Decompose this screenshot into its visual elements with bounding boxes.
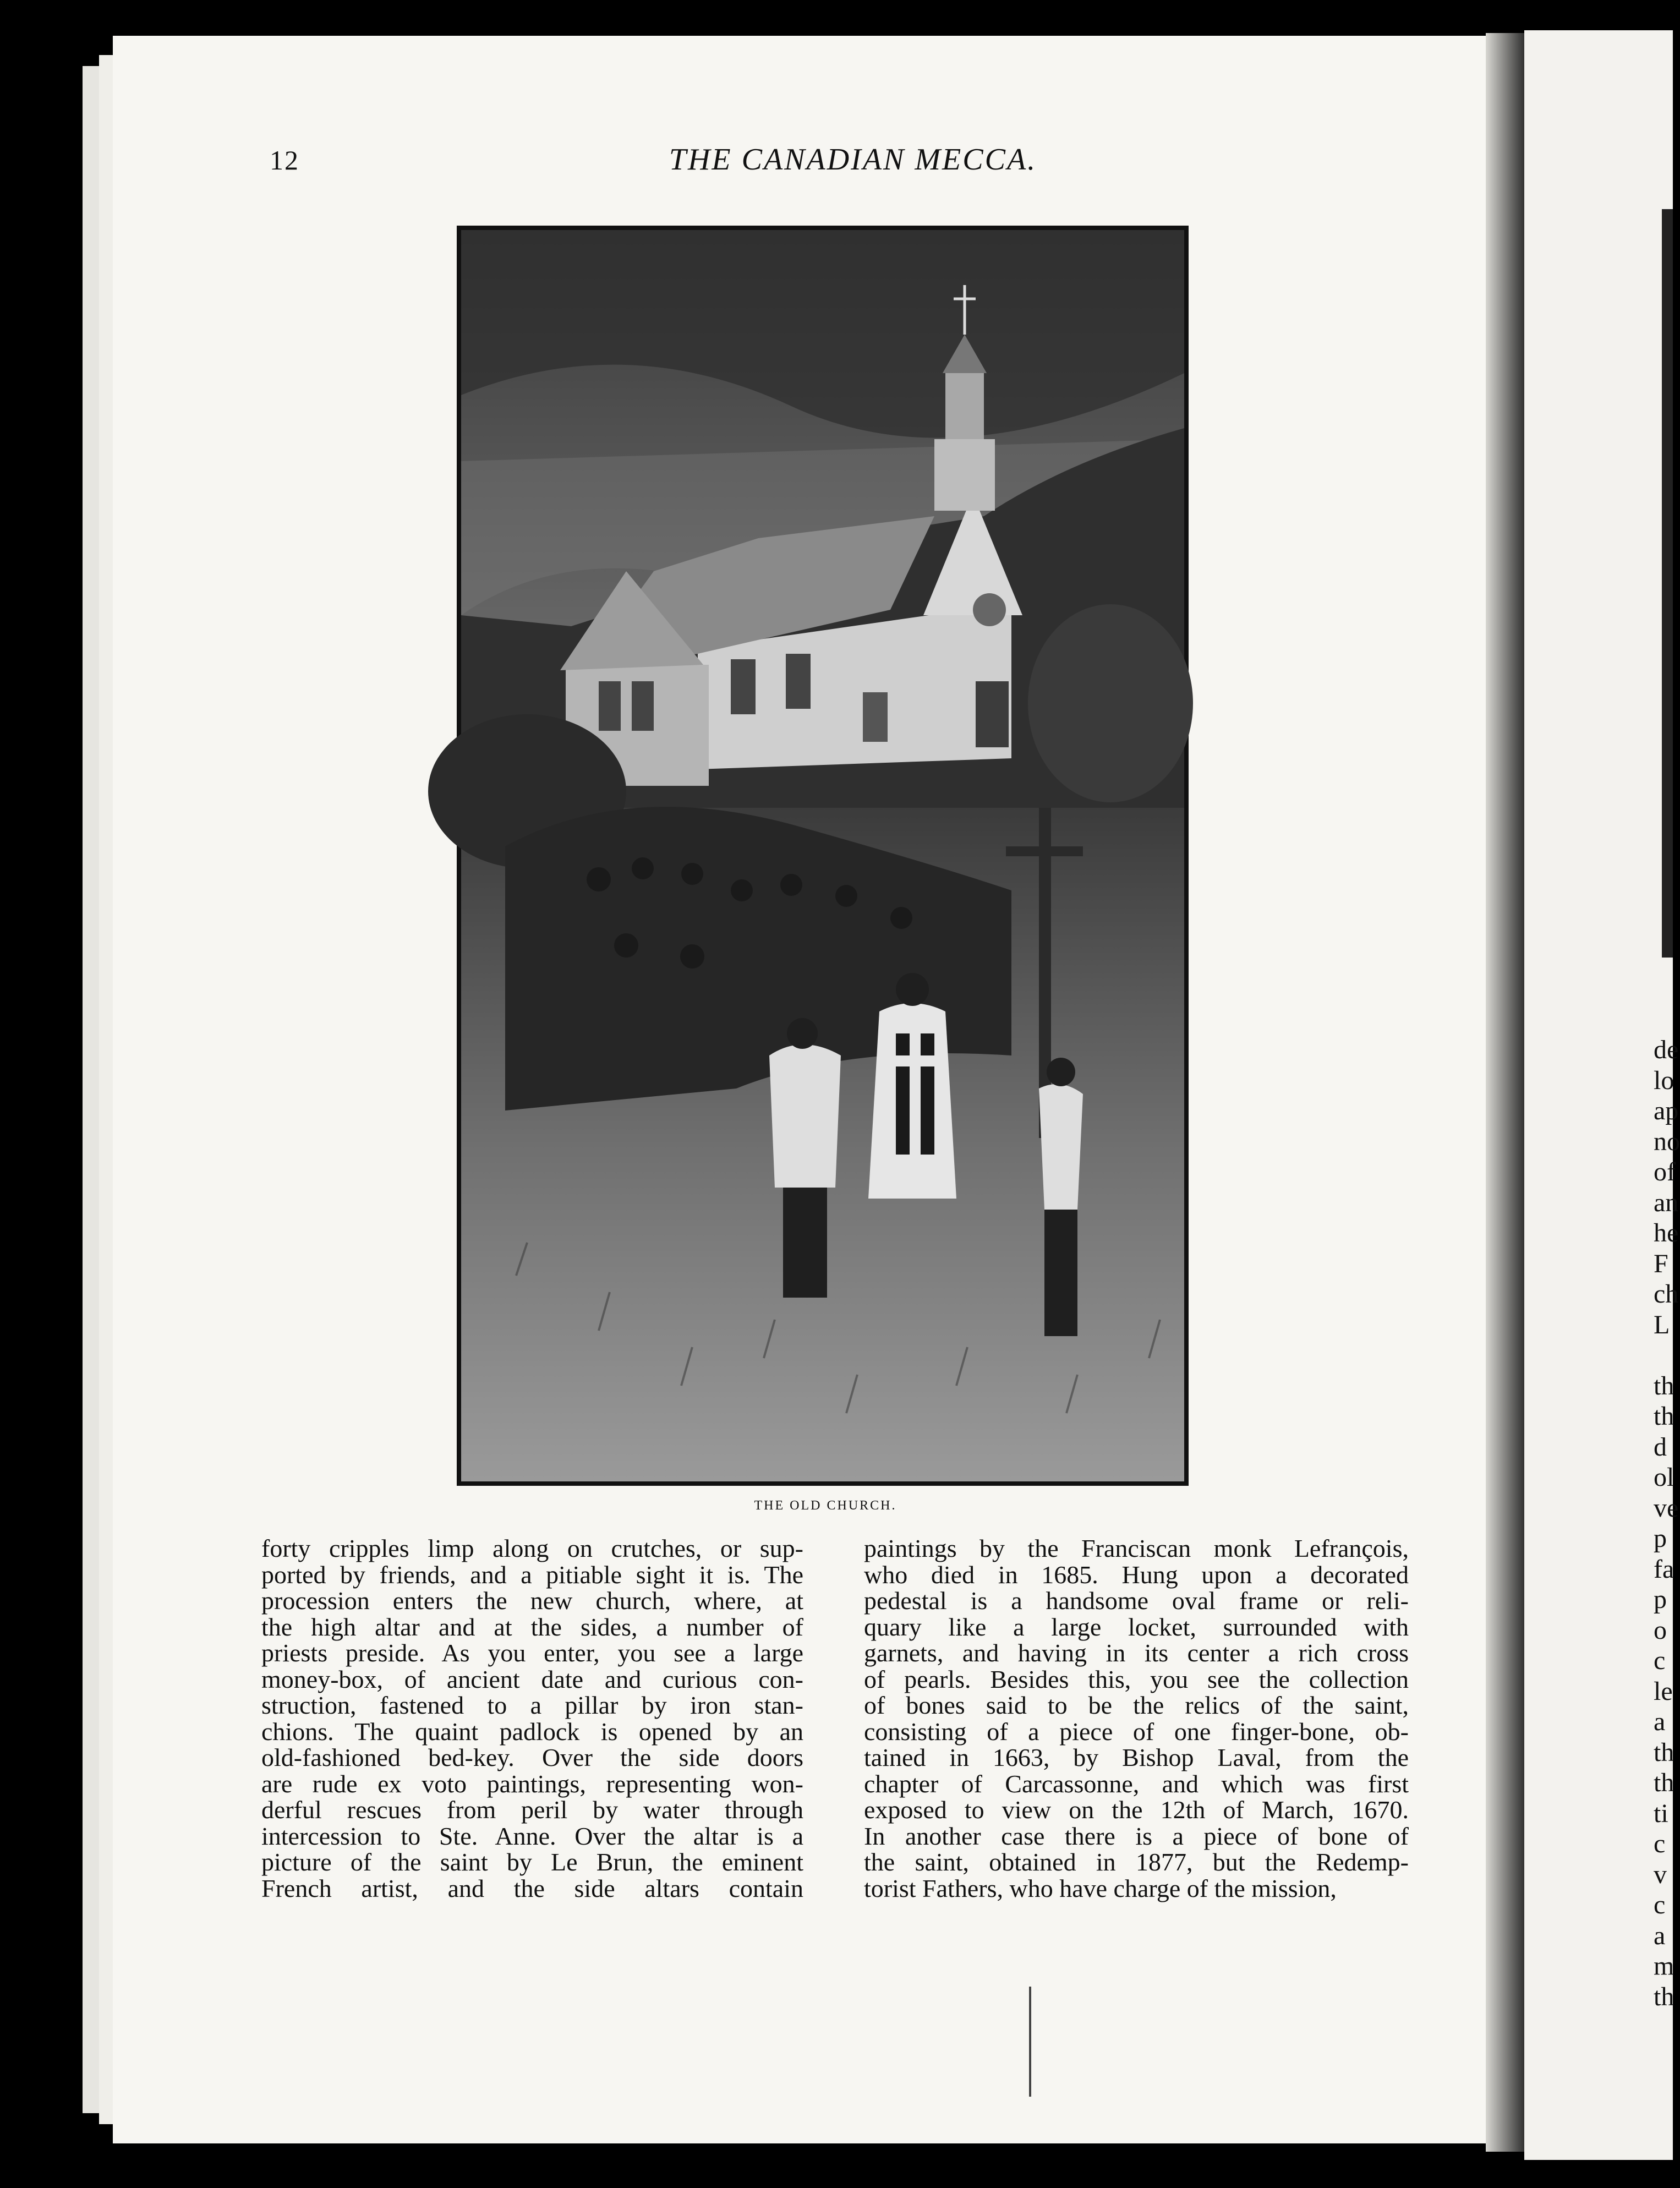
text-line: intercession to Ste. Anne. Over the altar is a — [261, 1821, 803, 1850]
edge-line: L — [1654, 1310, 1670, 1339]
text-line: who died in 1685. Hung upon a decorated — [864, 1560, 1409, 1589]
edge-line: th — [1654, 1768, 1674, 1797]
edge-line: p — [1654, 1524, 1667, 1553]
edge-line: ve — [1654, 1493, 1679, 1523]
edge-line: th — [1654, 1371, 1674, 1401]
text-line: ported by friends, and a pitiable sight it is. The — [261, 1560, 803, 1589]
text-line: torist Fathers, who have charge of the mission, — [864, 1874, 1337, 1902]
edge-line: no — [1654, 1126, 1680, 1156]
facing-page-image-edge — [1662, 209, 1673, 958]
edge-line: v — [1654, 1859, 1667, 1889]
text-column-left — [261, 1535, 803, 1901]
text-line: chapter of Carcassonne, and which was first — [864, 1769, 1409, 1798]
text-line: consisting of a piece of one finger-bone, ob- — [864, 1717, 1409, 1746]
edge-line: of — [1654, 1157, 1676, 1186]
text-line: picture of the saint by Le Brun, the eminent — [261, 1848, 803, 1876]
gutter-shadow — [1486, 33, 1530, 2152]
text-line: money-box, of ancient date and curious con- — [261, 1665, 803, 1693]
text-line: forty cripples limp along on crutches, or sup- — [261, 1534, 803, 1562]
edge-line: c — [1654, 1829, 1666, 1858]
edge-line: p — [1654, 1585, 1667, 1614]
text-line: In another case there is a piece of bone of — [864, 1821, 1409, 1850]
edge-line: a — [1654, 1707, 1666, 1736]
page-number: 12 — [270, 145, 299, 176]
edge-line: ch — [1654, 1279, 1679, 1309]
edge-line: F — [1654, 1249, 1668, 1278]
edge-line: ti — [1654, 1798, 1668, 1828]
edge-line: ap — [1654, 1096, 1679, 1125]
running-head: THE CANADIAN MECCA. — [669, 143, 1037, 177]
facing-page — [1524, 30, 1673, 2160]
page-crease — [1029, 1987, 1031, 2097]
edge-line: o — [1654, 1615, 1667, 1645]
text-line: quary like a large locket, surrounded with — [864, 1612, 1409, 1641]
text-line: paintings by the Franciscan monk Lefrançois, — [864, 1534, 1409, 1562]
illustration-caption: THE OLD CHURCH. — [754, 1498, 897, 1513]
text-line: pedestal is a handsome oval frame or reli- — [864, 1587, 1409, 1615]
edge-line: c — [1654, 1890, 1666, 1919]
text-line: chions. The quaint padlock is opened by an — [261, 1717, 803, 1746]
text-line: tained in 1663, by Bishop Laval, from the — [864, 1743, 1409, 1771]
edge-line: th — [1654, 1982, 1674, 2011]
text-line: the saint, obtained in 1877, but the Redemp- — [864, 1848, 1409, 1876]
edge-line: de — [1654, 1035, 1679, 1064]
edge-line: le — [1654, 1676, 1673, 1706]
edge-line: an — [1654, 1188, 1679, 1217]
edge-line: c — [1654, 1646, 1666, 1675]
text-line: old-fashioned bed-key. Over the side doors — [261, 1743, 803, 1771]
text-line: struction, fastened to a pillar by iron stan- — [261, 1691, 803, 1719]
edge-line: fa — [1654, 1554, 1674, 1584]
text-line: the high altar and at the sides, a number of — [261, 1612, 803, 1641]
text-line: exposed to view on the 12th of March, 1670. — [864, 1796, 1409, 1824]
text-line: derful rescues from peril by water through — [261, 1796, 803, 1824]
text-line: of bones said to be the relics of the saint, — [864, 1691, 1409, 1719]
edge-line: m — [1654, 1951, 1674, 1981]
church-tower — [934, 439, 995, 511]
edge-line: he — [1654, 1218, 1679, 1248]
text-line: of pearls. Besides this, you see the collection — [864, 1665, 1409, 1693]
facing-page-text-edge — [1654, 1035, 1680, 2012]
text-line: are rude ex voto paintings, representing won- — [261, 1769, 803, 1798]
edge-line: th — [1654, 1737, 1674, 1767]
old-church-illustration — [457, 226, 1189, 1486]
edge-line: lo — [1654, 1065, 1674, 1095]
text-line: procession enters the new church, where, at — [261, 1587, 803, 1615]
edge-line: th — [1654, 1402, 1674, 1431]
edge-line: ol — [1654, 1463, 1674, 1492]
edge-line: a — [1654, 1921, 1666, 1950]
edge-line: d — [1654, 1432, 1667, 1462]
text-line: priests preside. As you enter, you see a large — [261, 1639, 803, 1667]
text-line: garnets, and having in its center a rich cross — [864, 1639, 1409, 1667]
text-line: French artist, and the side altars contain — [261, 1874, 803, 1902]
text-column-right — [864, 1535, 1409, 1901]
